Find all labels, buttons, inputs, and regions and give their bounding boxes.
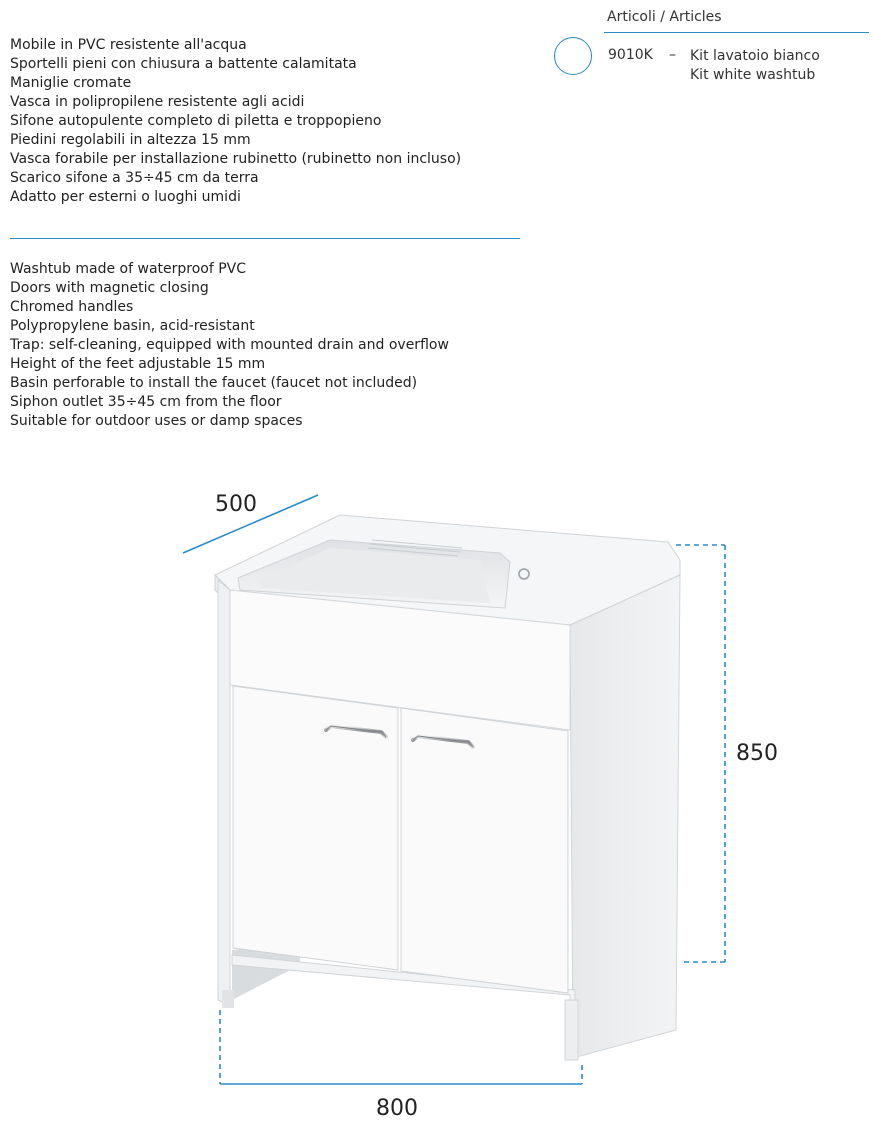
height-dimension-line	[676, 545, 725, 962]
width-dimension-label: 800	[376, 1096, 418, 1121]
feature-item: Polypropylene basin, acid-resistant	[10, 318, 255, 334]
feature-item: Trap: self-cleaning, equipped with mounted drain and overflow	[10, 337, 449, 353]
feature-item: Vasca forabile per installazione rubinetto (rubinetto non incluso)	[10, 151, 462, 167]
feature-item: Maniglie cromate	[10, 75, 132, 91]
article-dash: –	[669, 47, 676, 63]
article-name-it: Kit lavatoio bianco	[690, 48, 820, 64]
article-code: 9010K	[608, 47, 653, 63]
feature-item: Vasca in polipropilene resistente agli acidi	[10, 94, 305, 110]
feature-item: Adatto per esterni o luoghi umidi	[10, 189, 241, 205]
right-door	[401, 708, 568, 993]
feature-item: Scarico sifone a 35÷45 cm da terra	[10, 170, 259, 186]
feature-item: Siphon outlet 35÷45 cm from the floor	[10, 394, 282, 410]
feature-item: Basin perforable to install the faucet (faucet not included)	[10, 375, 418, 391]
depth-dimension-label: 500	[215, 492, 257, 517]
overflow-hole-icon	[519, 569, 529, 579]
articles-heading: Articoli / Articles	[607, 9, 722, 25]
width-dimension-line	[220, 1010, 582, 1084]
feature-item: Chromed handles	[10, 299, 134, 315]
feature-item: Sifone autopulente completo di piletta e troppopieno	[10, 113, 382, 129]
cabinet-right-foot	[565, 1000, 578, 1060]
height-dimension-label: 850	[736, 741, 778, 766]
feature-item: Doors with magnetic closing	[10, 280, 209, 296]
feature-item: Height of the feet adjustable 15 mm	[10, 356, 266, 372]
feature-item: Suitable for outdoor uses or damp spaces	[10, 413, 303, 429]
left-door	[233, 686, 398, 970]
feature-item: Sportelli pieni con chiusura a battente calamitata	[10, 56, 357, 72]
cabinet-side-panel	[570, 575, 680, 1058]
feature-item: Washtub made of waterproof PVC	[10, 261, 247, 277]
feature-item: Piedini regolabili in altezza 15 mm	[10, 132, 251, 148]
cabinet-left-frame	[218, 580, 230, 1005]
cabinet-left-foot	[222, 990, 234, 1008]
article-name-en: Kit white washtub	[690, 67, 816, 83]
feature-item: Mobile in PVC resistente all'acqua	[10, 37, 247, 53]
